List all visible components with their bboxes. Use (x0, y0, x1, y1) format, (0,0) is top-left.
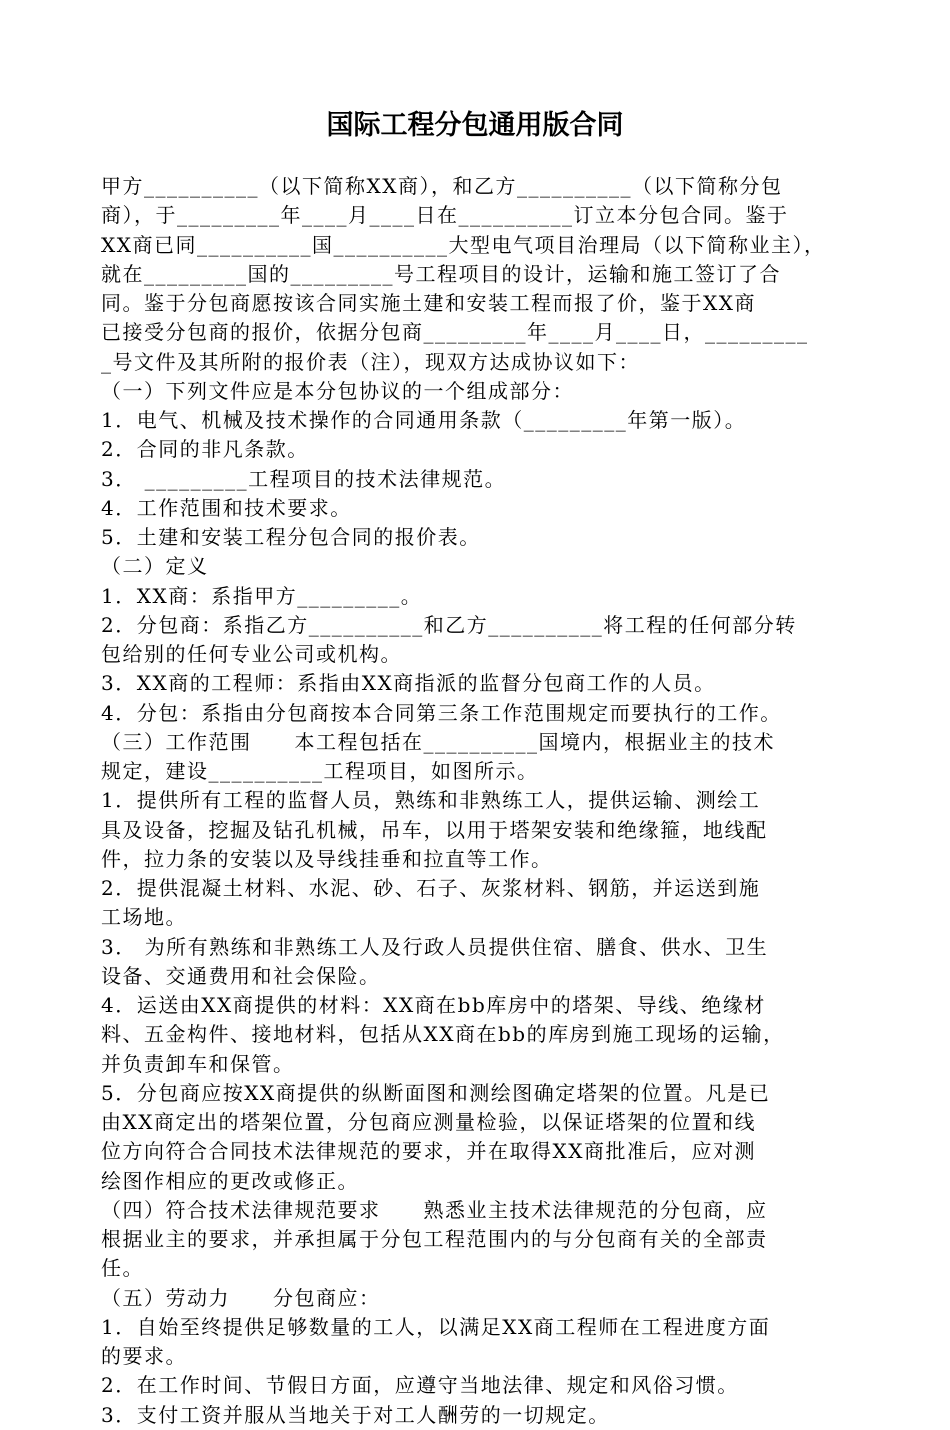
text-line: 4．运送由XX商提供的材料：XX商在bb库房中的塔架、导线、绝缘材 (101, 993, 766, 1017)
text-line: 2．在工作时间、节假日方面，应遵守当地法律、规定和风俗习惯。 (101, 1373, 739, 1398)
text-line: 2．合同的非凡条款。 (101, 437, 309, 462)
text-line: XX商已同__________国__________大型电气项目治理局（以下简称业主）， (101, 232, 826, 257)
text-line: 并负责卸车和保管。 (101, 1051, 295, 1076)
text-line: 1．提供所有工程的监督人员，熟练和非熟练工人，提供运输、测绘工 (101, 788, 761, 813)
text-line: （一）下列文件应是本分包协议的一个组成部分： (101, 378, 574, 403)
text-line: （二）定义 (101, 554, 209, 579)
text-line: （四）符合技术法律规范要求 熟悉业主技术法律规范的分包商，应 (101, 1197, 768, 1222)
text-line: 2．提供混凝土材料、水泥、砂、石子、灰浆材料、钢筋，并运送到施 (101, 876, 761, 900)
text-line: 1．自始至终提供足够数量的工人，以满足XX商工程师在工程进度方面 (101, 1314, 771, 1339)
text-line: 1．电气、机械及技术操作的合同通用条款（_________年第一版）。 (101, 408, 747, 432)
text-line: 商），于_________年____月____日在__________订立本分包合同。鉴于 (101, 203, 789, 228)
text-line: 2．分包商：系指乙方__________和乙方__________将工程的任何部分转 (101, 612, 797, 637)
text-line: 料、五金构件、接地材料，包括从XX商在bb的库房到施工现场的运输， (101, 1022, 785, 1047)
text-line: 3． _________工程项目的技术法律规范。 (101, 466, 507, 491)
text-line: 3． 为所有熟练和非熟练工人及行政人员提供住宿、膳食、供水、卫生 (101, 934, 769, 959)
text-line: 位方向符合合同技术法律规范的要求，并在取得XX商批准后，应对测 (101, 1139, 756, 1164)
text-line: 已接受分包商的报价，依据分包商_________年____月____日，_________ (101, 320, 809, 345)
text-line: 甲方__________（以下简称XX商），和乙方__________（以下简称分包 (101, 174, 783, 198)
text-line: 设备、交通费用和社会保险。 (101, 963, 381, 988)
text-line: 的要求。 (101, 1344, 187, 1368)
text-line: 5．土建和安装工程分包合同的报价表。 (101, 525, 481, 549)
text-line: _号文件及其所附的报价表（注），现双方达成协议如下： (101, 349, 640, 374)
text-line: （三）工作范围 本工程包括在__________国境内，根据业主的技术 (101, 729, 775, 754)
text-line: 4．工作范围和技术要求。 (101, 495, 352, 520)
text-line: 工场地。 (101, 905, 187, 930)
text-line: 同。鉴于分包商愿按该合同实施土建和安装工程而报了价，鉴于XX商 (101, 291, 756, 315)
text-line: 根据业主的要求，并承担属于分包工程范围内的与分包商有关的全部责 (101, 1227, 768, 1251)
document-body (101, 172, 861, 1430)
text-line: 4．分包：系指由分包商按本合同第三条工作范围规定而要执行的工作。 (101, 700, 782, 725)
text-line: 具及设备，挖掘及钻孔机械，吊车，以用于塔架安装和绝缘箍，地线配 (101, 817, 768, 842)
text-line: 件，拉力条的安装以及导线挂垂和拉直等工作。 (101, 846, 553, 871)
document-title: 国际工程分包通用版合同 (326, 110, 624, 141)
text-line: 3．支付工资并服从当地关于对工人酬劳的一切规定。 (101, 1402, 610, 1427)
text-line: （五）劳动力 分包商应： (101, 1285, 381, 1310)
text-line: 就在_________国的_________号工程项目的设计，运输和施工签订了合 (101, 261, 781, 286)
text-line: 3．XX商的工程师：系指由XX商指派的监督分包商工作的人员。 (101, 671, 716, 696)
text-line: 5．分包商应按XX商提供的纵断面图和测绘图确定塔架的位置。凡是已 (101, 1080, 771, 1105)
text-line: 任。 (101, 1256, 144, 1281)
text-line: 规定，建设__________工程项目，如图所示。 (101, 759, 539, 783)
text-line: 由XX商定出的塔架位置，分包商应测量检验，以保证塔架的位置和线 (101, 1110, 756, 1134)
text-line: 1．XX商：系指甲方_________。 (101, 583, 423, 608)
text-line: 包给别的任何专业公司或机构。 (101, 642, 402, 666)
text-line: 绘图作相应的更改或修正。 (101, 1168, 359, 1193)
